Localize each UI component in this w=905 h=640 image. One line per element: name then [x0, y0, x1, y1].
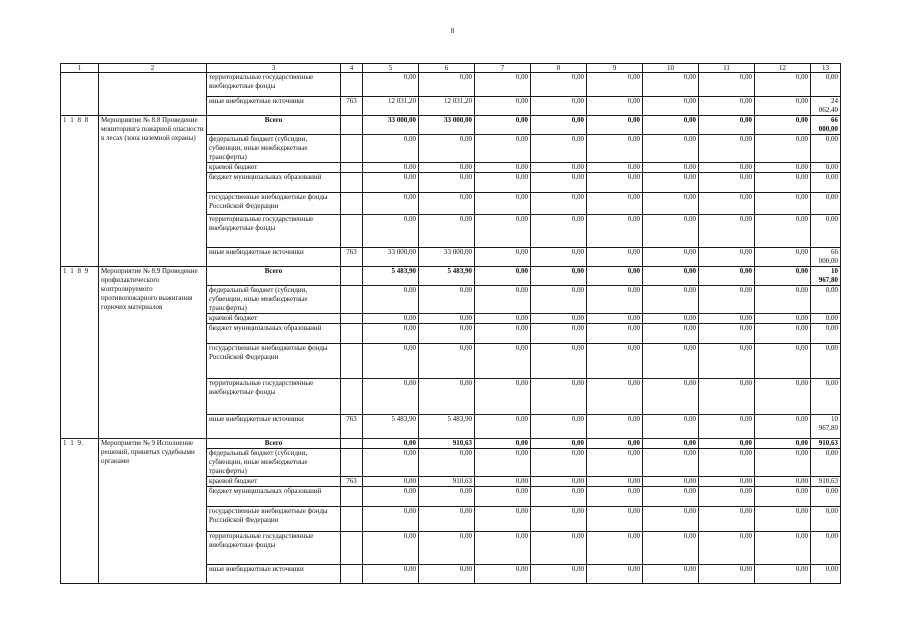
funding-source: государственные внебюджетные фонды Российской Федерации	[207, 344, 341, 379]
value-cell: 0,00	[587, 267, 643, 286]
value-cell: 0,00	[531, 487, 587, 507]
code-cell	[341, 344, 363, 379]
code-cell	[341, 267, 363, 286]
value-cell: 0,00	[475, 477, 531, 487]
value-cell: 0,00	[475, 173, 531, 193]
funding-source: бюджет муниципальных образований	[207, 487, 341, 507]
value-cell: 0,00	[755, 449, 811, 477]
code-cell	[341, 116, 363, 135]
value-cell: 0,00	[755, 314, 811, 324]
value-cell: 0,00	[363, 449, 419, 477]
code-cell	[341, 73, 363, 97]
activity-index: 1 1 9.	[61, 439, 99, 584]
value-cell: 0,00	[587, 286, 643, 314]
value-cell: 0,00	[811, 73, 841, 97]
value-cell: 33 000,00	[419, 116, 475, 135]
value-cell: 33 000,00	[363, 116, 419, 135]
value-cell: 0,00	[531, 344, 587, 379]
value-cell: 0,00	[755, 344, 811, 379]
value-cell: 0,00	[475, 286, 531, 314]
funding-source: федеральный бюджет (субсидии, субвенции, иные межбюджетные трансферты)	[207, 449, 341, 477]
funding-source: территориальные государственные внебюджетные фонды	[207, 215, 341, 248]
value-cell: 0,00	[755, 415, 811, 439]
value-cell: 0,00	[699, 267, 755, 286]
value-cell: 0,00	[531, 97, 587, 116]
funding-source: краевой бюджет	[207, 314, 341, 324]
value-cell: 0,00	[699, 415, 755, 439]
value-cell: 0,00	[531, 477, 587, 487]
value-cell: 0,00	[419, 314, 475, 324]
value-cell: 0,00	[755, 487, 811, 507]
value-cell: 10 967,80	[811, 267, 841, 286]
value-cell: 0,00	[699, 565, 755, 584]
value-cell: 0,00	[811, 487, 841, 507]
funding-source: бюджет муниципальных образований	[207, 324, 341, 344]
code-cell	[341, 163, 363, 173]
value-cell: 0,00	[755, 193, 811, 215]
value-cell: 0,00	[699, 163, 755, 173]
funding-source: Всего	[207, 116, 341, 135]
value-cell: 0,00	[643, 116, 699, 135]
value-cell: 0,00	[811, 193, 841, 215]
funding-source: иные внебюджетные источники	[207, 565, 341, 584]
funding-source: Всего	[207, 267, 341, 286]
code-cell	[341, 507, 363, 532]
value-cell: 0,00	[475, 344, 531, 379]
col-header: 11	[699, 64, 755, 73]
value-cell: 0,00	[475, 379, 531, 415]
value-cell: 0,00	[531, 439, 587, 449]
code-cell	[341, 193, 363, 215]
value-cell: 0,00	[419, 135, 475, 163]
code-cell	[341, 135, 363, 163]
value-cell: 0,00	[643, 97, 699, 116]
value-cell: 0,00	[755, 173, 811, 193]
value-cell: 0,00	[475, 439, 531, 449]
value-cell: 33 000,00	[363, 248, 419, 267]
value-cell: 0,00	[419, 532, 475, 565]
value-cell: 0,00	[643, 477, 699, 487]
funding-source: краевой бюджет	[207, 477, 341, 487]
value-cell: 0,00	[363, 193, 419, 215]
value-cell: 0,00	[811, 532, 841, 565]
value-cell: 0,00	[363, 439, 419, 449]
activity-name: Мероприятие № 9 Исполнение решений, принятых судебными органами	[99, 439, 207, 584]
value-cell: 0,00	[643, 415, 699, 439]
value-cell: 0,00	[363, 565, 419, 584]
value-cell: 0,00	[363, 507, 419, 532]
code-cell	[341, 286, 363, 314]
value-cell: 0,00	[643, 449, 699, 477]
value-cell: 5 483,90	[419, 267, 475, 286]
value-cell: 0,00	[643, 193, 699, 215]
value-cell: 0,00	[419, 449, 475, 477]
code-cell: 763	[341, 415, 363, 439]
value-cell: 0,00	[587, 324, 643, 344]
funding-source: бюджет муниципальных образований	[207, 173, 341, 193]
value-cell: 910,63	[811, 477, 841, 487]
value-cell: 0,00	[587, 248, 643, 267]
value-cell: 0,00	[699, 507, 755, 532]
value-cell: 33 000,00	[419, 248, 475, 267]
value-cell: 0,00	[587, 116, 643, 135]
value-cell: 0,00	[363, 532, 419, 565]
value-cell: 0,00	[755, 248, 811, 267]
value-cell: 0,00	[531, 193, 587, 215]
activity-index: 1 1 8 9	[61, 267, 99, 439]
value-cell: 0,00	[587, 507, 643, 532]
value-cell: 0,00	[587, 97, 643, 116]
value-cell: 0,00	[699, 116, 755, 135]
value-cell: 0,00	[699, 97, 755, 116]
activity-name: Мероприятие № 8.9 Проведение профилактического контролируемого противопожарного выжигания горючих материалов	[99, 267, 207, 439]
value-cell: 0,00	[587, 477, 643, 487]
col-header: 4	[341, 64, 363, 73]
value-cell: 0,00	[643, 73, 699, 97]
code-cell	[341, 439, 363, 449]
value-cell: 910,63	[419, 477, 475, 487]
value-cell: 0,00	[531, 286, 587, 314]
col-header: 12	[755, 64, 811, 73]
value-cell: 0,00	[531, 324, 587, 344]
col-header: 13	[811, 64, 841, 73]
value-cell: 0,00	[475, 324, 531, 344]
value-cell: 0,00	[587, 73, 643, 97]
value-cell: 0,00	[531, 163, 587, 173]
value-cell: 0,00	[587, 344, 643, 379]
value-cell: 0,00	[363, 215, 419, 248]
header-row	[61, 64, 841, 73]
value-cell: 12 031,20	[419, 97, 475, 116]
index-cell	[61, 73, 99, 116]
value-cell: 0,00	[587, 487, 643, 507]
value-cell: 0,00	[699, 449, 755, 477]
col-header: 5	[363, 64, 419, 73]
col-header: 9	[587, 64, 643, 73]
value-cell: 0,00	[419, 193, 475, 215]
value-cell: 0,00	[643, 379, 699, 415]
value-cell: 0,00	[699, 532, 755, 565]
value-cell: 0,00	[811, 507, 841, 532]
value-cell: 5 483,90	[363, 415, 419, 439]
value-cell: 0,00	[475, 314, 531, 324]
value-cell: 0,00	[363, 286, 419, 314]
code-cell	[341, 215, 363, 248]
value-cell: 0,00	[755, 532, 811, 565]
value-cell: 0,00	[363, 163, 419, 173]
value-cell: 0,00	[811, 135, 841, 163]
funding-source: территориальные государственные внебюджетные фонды	[207, 73, 341, 97]
value-cell: 0,00	[531, 314, 587, 324]
value-cell: 0,00	[811, 173, 841, 193]
value-cell: 0,00	[811, 314, 841, 324]
funding-source: федеральный бюджет (субсидии, субвенции, иные межбюджетные трансферты)	[207, 286, 341, 314]
value-cell: 0,00	[363, 314, 419, 324]
value-cell: 0,00	[419, 487, 475, 507]
activity-index: 1 1 8 8	[61, 116, 99, 267]
value-cell: 0,00	[643, 267, 699, 286]
value-cell: 0,00	[475, 449, 531, 477]
value-cell: 0,00	[475, 135, 531, 163]
code-cell	[341, 449, 363, 477]
value-cell: 66 000,00	[811, 116, 841, 135]
value-cell: 0,00	[643, 248, 699, 267]
code-cell	[341, 487, 363, 507]
value-cell: 0,00	[363, 477, 419, 487]
value-cell: 0,00	[699, 314, 755, 324]
value-cell: 0,00	[755, 135, 811, 163]
value-cell: 0,00	[587, 565, 643, 584]
value-cell: 0,00	[643, 324, 699, 344]
value-cell: 0,00	[811, 449, 841, 477]
value-cell: 0,00	[587, 439, 643, 449]
funding-source: иные внебюджетные источники	[207, 97, 341, 116]
value-cell: 0,00	[531, 379, 587, 415]
value-cell: 10 967,80	[811, 415, 841, 439]
value-cell: 0,00	[587, 415, 643, 439]
value-cell: 0,00	[419, 173, 475, 193]
value-cell: 0,00	[643, 173, 699, 193]
value-cell: 0,00	[587, 163, 643, 173]
value-cell: 5 483,90	[363, 267, 419, 286]
value-cell: 0,00	[755, 286, 811, 314]
funding-source: федеральный бюджет (субсидии, субвенции, иные межбюджетные трансферты)	[207, 135, 341, 163]
code-cell: 763	[341, 97, 363, 116]
total-row	[61, 116, 841, 135]
col-header: 8	[531, 64, 587, 73]
value-cell: 0,00	[811, 324, 841, 344]
table-body	[61, 64, 841, 584]
value-cell: 0,00	[419, 163, 475, 173]
code-cell	[341, 532, 363, 565]
total-row	[61, 267, 841, 286]
value-cell: 0,00	[699, 286, 755, 314]
value-cell: 0,00	[811, 565, 841, 584]
funding-source: территориальные государственные внебюджетные фонды	[207, 379, 341, 415]
value-cell: 0,00	[811, 344, 841, 379]
col-header: 6	[419, 64, 475, 73]
value-cell: 0,00	[755, 439, 811, 449]
value-cell: 0,00	[475, 215, 531, 248]
value-cell: 0,00	[475, 487, 531, 507]
value-cell: 0,00	[419, 379, 475, 415]
value-cell: 0,00	[475, 163, 531, 173]
value-cell: 0,00	[531, 73, 587, 97]
value-cell: 0,00	[419, 324, 475, 344]
value-cell: 0,00	[475, 507, 531, 532]
value-cell: 0,00	[531, 507, 587, 532]
value-cell: 0,00	[755, 97, 811, 116]
col-header: 3	[207, 64, 341, 73]
value-cell: 0,00	[475, 73, 531, 97]
value-cell: 0,00	[643, 565, 699, 584]
value-cell: 0,00	[699, 379, 755, 415]
value-cell: 0,00	[699, 135, 755, 163]
code-cell	[341, 379, 363, 415]
budget-table	[60, 63, 841, 584]
value-cell: 5 483,90	[419, 415, 475, 439]
value-cell: 0,00	[643, 439, 699, 449]
col-header: 10	[643, 64, 699, 73]
value-cell: 0,00	[363, 173, 419, 193]
value-cell: 0,00	[699, 439, 755, 449]
funding-source: государственные внебюджетные фонды Российской Федерации	[207, 507, 341, 532]
value-cell: 0,00	[475, 97, 531, 116]
value-cell: 910,63	[811, 439, 841, 449]
value-cell: 0,00	[643, 286, 699, 314]
value-cell: 0,00	[755, 379, 811, 415]
value-cell: 0,00	[699, 344, 755, 379]
value-cell: 0,00	[587, 173, 643, 193]
total-row	[61, 439, 841, 449]
value-cell: 0,00	[531, 248, 587, 267]
value-cell: 0,00	[531, 135, 587, 163]
value-cell: 0,00	[531, 532, 587, 565]
funding-source: краевой бюджет	[207, 163, 341, 173]
value-cell: 0,00	[699, 73, 755, 97]
value-cell: 0,00	[531, 449, 587, 477]
value-cell: 0,00	[587, 314, 643, 324]
value-cell: 0,00	[643, 532, 699, 565]
value-cell: 0,00	[531, 267, 587, 286]
funding-source: Всего	[207, 439, 341, 449]
value-cell: 0,00	[587, 449, 643, 477]
value-cell: 0,00	[419, 286, 475, 314]
value-cell: 0,00	[363, 344, 419, 379]
value-cell: 0,00	[643, 163, 699, 173]
value-cell: 0,00	[755, 565, 811, 584]
value-cell: 0,00	[699, 324, 755, 344]
value-cell: 0,00	[363, 324, 419, 344]
code-cell	[341, 324, 363, 344]
value-cell: 0,00	[811, 379, 841, 415]
col-header: 1	[61, 64, 99, 73]
value-cell: 0,00	[419, 565, 475, 584]
value-cell: 0,00	[419, 507, 475, 532]
funding-source: иные внебюджетные источники	[207, 248, 341, 267]
funding-source: государственные внебюджетные фонды Российской Федерации	[207, 193, 341, 215]
page-number: 8	[450, 27, 455, 35]
code-cell	[341, 314, 363, 324]
value-cell: 0,00	[531, 116, 587, 135]
code-cell: 763	[341, 477, 363, 487]
value-cell: 0,00	[811, 286, 841, 314]
value-cell: 0,00	[755, 477, 811, 487]
value-cell: 0,00	[643, 135, 699, 163]
value-cell: 0,00	[587, 135, 643, 163]
value-cell: 0,00	[419, 344, 475, 379]
value-cell: 0,00	[587, 379, 643, 415]
value-cell: 0,00	[755, 507, 811, 532]
value-cell: 0,00	[587, 193, 643, 215]
value-cell: 0,00	[755, 215, 811, 248]
value-cell: 0,00	[587, 532, 643, 565]
value-cell: 0,00	[475, 116, 531, 135]
funding-source: иные внебюджетные источники	[207, 415, 341, 439]
source-row	[61, 73, 841, 97]
value-cell: 0,00	[699, 173, 755, 193]
activity-cell	[99, 73, 207, 116]
value-cell: 0,00	[755, 267, 811, 286]
value-cell: 0,00	[755, 163, 811, 173]
value-cell: 0,00	[755, 73, 811, 97]
value-cell: 0,00	[419, 73, 475, 97]
value-cell: 0,00	[587, 215, 643, 248]
value-cell: 0,00	[475, 532, 531, 565]
value-cell: 0,00	[699, 487, 755, 507]
code-cell: 763	[341, 248, 363, 267]
value-cell: 910,63	[419, 439, 475, 449]
value-cell: 0,00	[699, 193, 755, 215]
activity-name: Мероприятие № 8.8 Проведение мониторинга пожарной опасности в лесах (зона наземной охраны)	[99, 116, 207, 267]
value-cell: 0,00	[699, 477, 755, 487]
col-header: 7	[475, 64, 531, 73]
value-cell: 0,00	[531, 415, 587, 439]
code-cell	[341, 565, 363, 584]
value-cell: 0,00	[419, 215, 475, 248]
value-cell: 0,00	[643, 487, 699, 507]
value-cell: 0,00	[699, 248, 755, 267]
value-cell: 0,00	[755, 116, 811, 135]
value-cell: 0,00	[363, 73, 419, 97]
value-cell: 0,00	[755, 324, 811, 344]
value-cell: 0,00	[531, 215, 587, 248]
value-cell: 0,00	[531, 565, 587, 584]
value-cell: 0,00	[475, 565, 531, 584]
value-cell: 0,00	[363, 487, 419, 507]
value-cell: 0,00	[363, 379, 419, 415]
value-cell: 24 062,40	[811, 97, 841, 116]
value-cell: 0,00	[475, 415, 531, 439]
code-cell	[341, 173, 363, 193]
value-cell: 12 031,20	[363, 97, 419, 116]
value-cell: 0,00	[475, 267, 531, 286]
value-cell: 66 000,00	[811, 248, 841, 267]
value-cell: 0,00	[363, 135, 419, 163]
funding-source: территориальные государственные внебюджетные фонды	[207, 532, 341, 565]
value-cell: 0,00	[475, 193, 531, 215]
value-cell: 0,00	[643, 344, 699, 379]
value-cell: 0,00	[531, 173, 587, 193]
value-cell: 0,00	[643, 507, 699, 532]
value-cell: 0,00	[643, 215, 699, 248]
col-header: 2	[99, 64, 207, 73]
value-cell: 0,00	[475, 248, 531, 267]
value-cell: 0,00	[811, 163, 841, 173]
value-cell: 0,00	[699, 215, 755, 248]
value-cell: 0,00	[811, 215, 841, 248]
value-cell: 0,00	[643, 314, 699, 324]
